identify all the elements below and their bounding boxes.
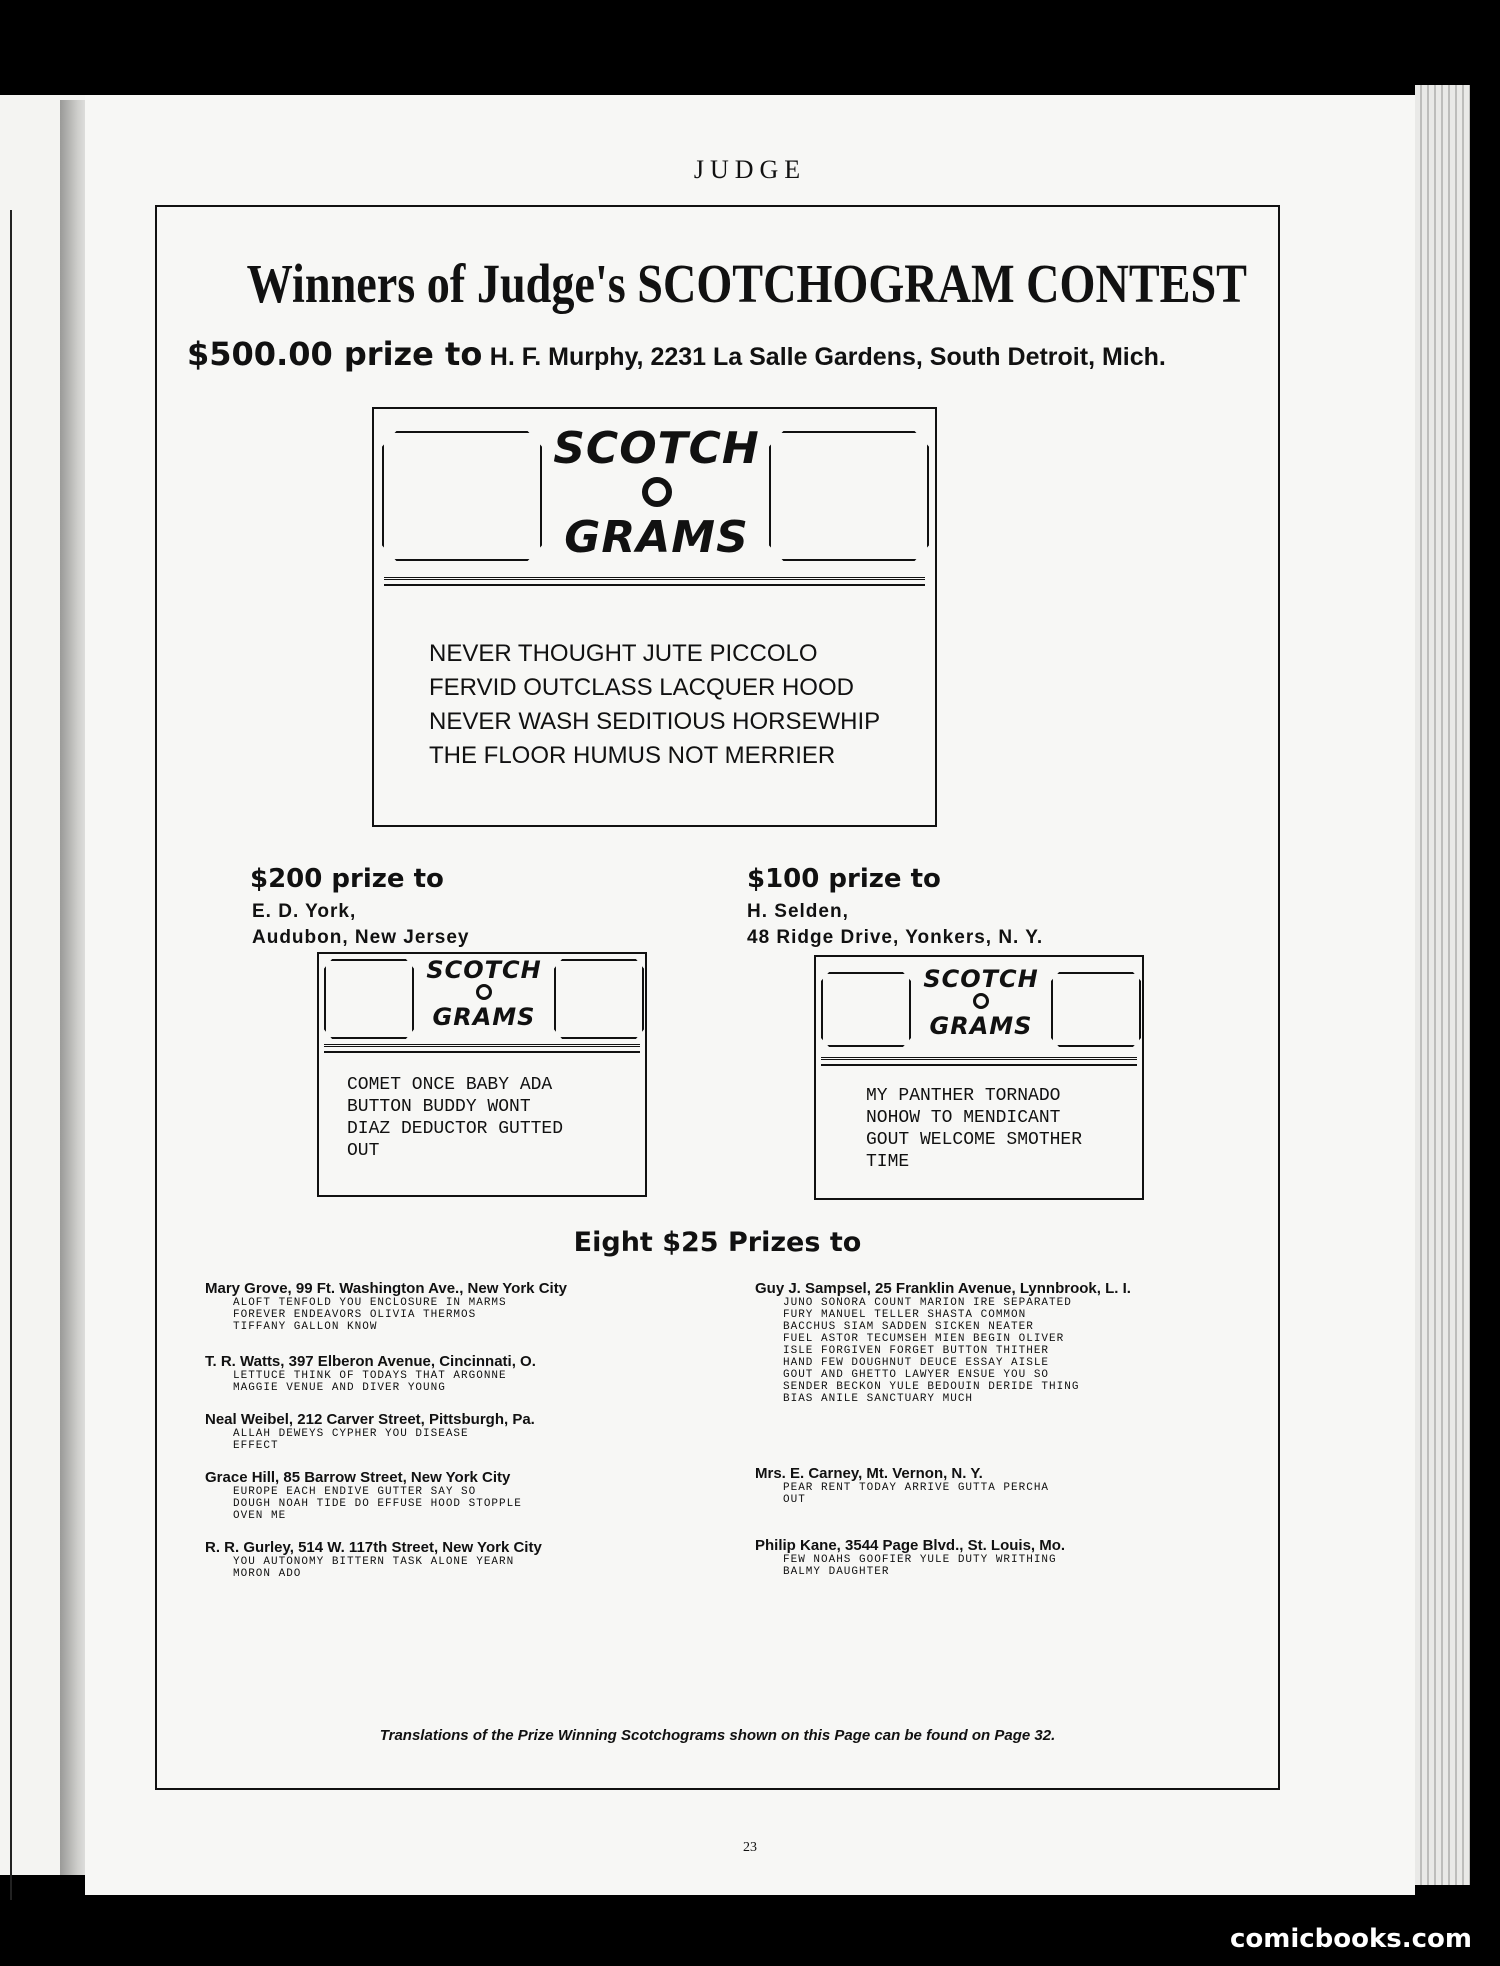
scotchograms-logo <box>911 967 1051 1038</box>
winner-message: EUROPE EACH ENDIVE GUTTER SAY SO DOUGH NOAH TIDE DO EFFUSE HOOD STOPPLE OVEN ME <box>233 1486 522 1522</box>
list-item <box>205 1411 725 1452</box>
grand-message: NEVER THOUGHT JUTE PICCOLO FERVID OUTCLASS LACQUER HOOD NEVER WASH SEDITIOUS HORSEWHIP THE FLOOR HUMUS NOT MERRIER <box>429 640 881 769</box>
facing-page-border <box>0 210 12 1900</box>
list-item <box>755 1465 1275 1506</box>
list-item <box>205 1280 725 1333</box>
scotchograms-logo <box>544 423 769 563</box>
second-prize-name: E. D. York, <box>252 901 357 922</box>
third-prize-name: H. Selden, <box>747 901 849 922</box>
page-edges <box>1415 85 1470 1885</box>
logo-word-scotch: SCOTCH <box>426 956 542 984</box>
logo-word-scotch: SCOTCH <box>553 423 760 474</box>
winner-name: Grace Hill, 85 Barrow Street, New York City <box>205 1469 511 1486</box>
winner-name: R. R. Gurley, 514 W. 117th Street, New York City <box>205 1539 542 1556</box>
decorative-panel-right <box>1051 972 1141 1047</box>
contest-frame <box>155 205 1280 1790</box>
list-item <box>205 1539 725 1580</box>
second-message: COMET ONCE BABY ADA BUTTON BUDDY WONT DIAZ DEDUCTOR GUTTED OUT <box>347 1075 564 1161</box>
logo-o-icon <box>476 984 492 1000</box>
logo-word-grams: GRAMS <box>564 512 749 563</box>
eight-prizes-heading: Eight $25 Prizes to <box>573 1227 862 1258</box>
winner-name: Mrs. E. Carney, Mt. Vernon, N. Y. <box>755 1465 983 1482</box>
decorative-panel-left <box>382 431 542 561</box>
grand-prize-amount: $500.00 prize to <box>187 335 483 373</box>
second-prize-address <box>252 899 470 951</box>
list-item <box>205 1469 725 1522</box>
logo-o-icon <box>973 993 989 1009</box>
decorative-panel-right <box>769 431 929 561</box>
watermark: comicbooks.com <box>1229 1924 1472 1954</box>
grand-prize-line <box>187 335 1247 373</box>
third-prize-address <box>747 899 1043 951</box>
grand-prize-winner: H. F. Murphy, 2231 La Salle Gardens, South Detroit, Mich. <box>489 343 1166 371</box>
double-rule <box>384 577 925 586</box>
list-item <box>755 1280 1275 1405</box>
second-prize-city: Audubon, New Jersey <box>252 927 470 948</box>
winner-name: Philip Kane, 3544 Page Blvd., St. Louis, Mo. <box>755 1537 1066 1554</box>
winner-name: T. R. Watts, 397 Elberon Avenue, Cincinnati, O. <box>205 1353 536 1370</box>
winner-name: Neal Weibel, 212 Carver Street, Pittsburgh, Pa. <box>205 1411 535 1428</box>
second-prize-heading: $200 prize to <box>250 864 444 894</box>
third-message: MY PANTHER TORNADO NOHOW TO MENDICANT GOUT WELCOME SMOTHER TIME <box>866 1086 1083 1172</box>
decorative-panel-left <box>324 959 414 1039</box>
scotchograms-logo <box>414 958 554 1029</box>
winner-message: YOU AUTONOMY BITTERN TASK ALONE YEARN MORON ADO <box>233 1556 515 1580</box>
winner-message: JUNO SONORA COUNT MARION IRE SEPARATED FURY MANUEL TELLER SHASTA COMMON BACCHUS SIAM SADDEN SICKEN NEATER FUEL ASTOR TECUMSEH MIEN BEGIN OLIVER ISLE FORGIVEN FORGET BUTTON THITHER HAND FEW DOUGHNUT DEUCE ESSAY AISLE GOUT AND GHETTO LAWYER ENSUE YOU SO SENDER BECKON YULE BEDOUIN DERIDE THING BIAS ANILE SANCTUARY MUCH <box>783 1297 1080 1405</box>
winner-message: LETTUCE THINK OF TODAYS THAT ARGONNE MAGGIE VENUE AND DIVER YOUNG <box>233 1370 507 1394</box>
third-prize-heading: $100 prize to <box>747 864 941 894</box>
logo-word-grams: GRAMS <box>432 1003 536 1031</box>
running-head: JUDGE <box>693 155 807 184</box>
logo-word-grams: GRAMS <box>929 1012 1033 1040</box>
grand-scotchogram-card <box>372 407 937 827</box>
third-scotchogram-card <box>814 955 1144 1200</box>
magazine-page <box>85 95 1415 1895</box>
winner-message: FEW NOAHS GOOFIER YULE DUTY WRITHING BALMY DAUGHTER <box>783 1554 1057 1578</box>
page-title: Winners of Judge's SCOTCHOGRAM CONTEST <box>246 253 1247 314</box>
winner-message: PEAR RENT TODAY ARRIVE GUTTA PERCHA OUT <box>783 1482 1050 1506</box>
winner-name: Mary Grove, 99 Ft. Washington Ave., New York City <box>205 1280 568 1297</box>
list-item <box>205 1353 725 1394</box>
winner-name: Guy J. Sampsel, 25 Franklin Avenue, Lynnbrook, L. I. <box>755 1280 1131 1297</box>
second-scotchogram-card <box>317 952 647 1197</box>
double-rule <box>324 1044 640 1053</box>
double-rule <box>821 1057 1137 1066</box>
winner-message: ALOFT TENFOLD YOU ENCLOSURE IN MARMS FOREVER ENDEAVORS OLIVIA THERMOS TIFFANY GALLON KNOW <box>233 1297 507 1333</box>
logo-word-scotch: SCOTCH <box>923 965 1039 993</box>
translations-footnote: Translations of the Prize Winning Scotchograms shown on this Page can be found on Page 32. <box>379 1727 1056 1744</box>
logo-o-icon <box>642 477 672 507</box>
winner-message: ALLAH DEWEYS CYPHER YOU DISEASE EFFECT <box>233 1428 469 1452</box>
page-number: 23 <box>743 1840 757 1855</box>
decorative-panel-right <box>554 959 644 1039</box>
third-prize-city: 48 Ridge Drive, Yonkers, N. Y. <box>747 927 1044 948</box>
decorative-panel-left <box>821 972 911 1047</box>
list-item <box>755 1537 1275 1578</box>
